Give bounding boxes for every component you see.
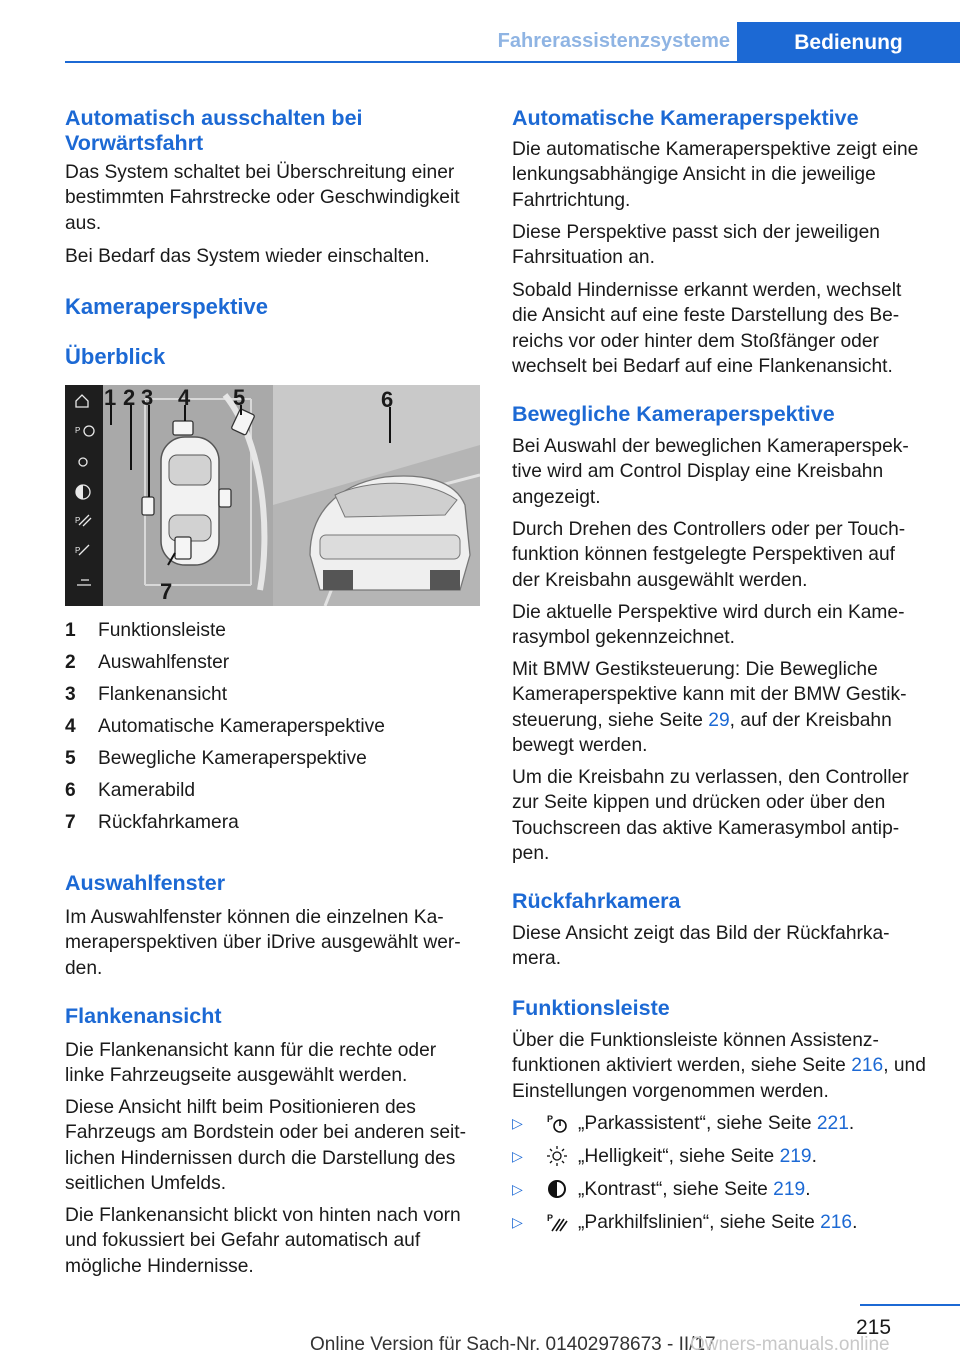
bullet-triangle-icon: ▷: [512, 1181, 523, 1197]
legend-label: Kamerabild: [98, 780, 196, 801]
page-link-219[interactable]: 219: [779, 1146, 812, 1167]
legend-number: 3: [65, 684, 76, 705]
paragraph-flanken-3: Die Flankenansicht blickt von hinten nach vorn und fokussiert bei Gefahr automatisch auf mögliche Hindernisse.: [65, 1205, 461, 1277]
legend-number: 4: [65, 716, 76, 737]
paragraph-auto-2: Diese Perspektive passt sich der jeweiligen Fahrsituation an.: [512, 222, 880, 269]
callout-7: 7: [160, 579, 173, 604]
legend-number: 2: [65, 652, 76, 673]
bullet-text: „Helligkeit“, siehe Seite: [578, 1146, 780, 1167]
heading-flankenansicht: Flankenansicht: [65, 1004, 222, 1028]
heading-automatische-kameraperspektive: Automatische Kameraperspektive: [512, 106, 859, 130]
paragraph-flanken-1: Die Flankenansicht kann für die rechte oder linke Fahrzeugseite ausgewählt werden.: [65, 1040, 437, 1087]
watermark: Owners-manuals.online: [690, 1334, 890, 1355]
heading-kameraperspektive: Kameraperspektive: [65, 294, 269, 319]
legend-label: Auswahlfenster: [98, 652, 230, 673]
legend-item: [65, 778, 195, 803]
paragraph-auto-3: Sobald Hindernisse erkannt werden, wechselt die Ansicht auf eine feste Darstellung des Bereichs vor oder hinter dem Stoßfänger oder wechselt bei Bedarf auf eine Flankenansicht.: [512, 280, 902, 377]
svg-text:P: P: [547, 1114, 554, 1124]
paragraph-beweg-4-text: Mit BMW Gestiksteuerung: Die Bewegliche Kameraperspektive kann mit der BMW Gestiksteuerung, siehe Seite: [512, 659, 907, 731]
heading-auto-off: Automatisch ausschalten bei Vorwärtsfahrt: [65, 106, 363, 155]
legend-label: Bewegliche Kameraperspektive: [98, 748, 367, 769]
section-title: Fahrerassistenzsysteme: [497, 30, 730, 52]
bullet-text: „Kontrast“, siehe Seite: [578, 1179, 774, 1200]
svg-text:P: P: [75, 516, 81, 525]
heading-bewegliche-kameraperspektive: Bewegliche Kameraperspektive: [512, 402, 835, 426]
bullet-end: .: [805, 1179, 811, 1200]
bullet-text: „Parkhilfslinien“, siehe Seite: [578, 1212, 821, 1233]
legend-item: [65, 650, 229, 675]
brightness-icon: [546, 1145, 568, 1167]
bullet-triangle-icon: ▷: [512, 1148, 523, 1164]
page-link-216-b[interactable]: 216: [820, 1212, 853, 1233]
paragraph-auto-1: Die automatische Kameraperspektive zeigt eine lenkungsabhängige Ansicht in die jeweilige Fahrtrichtung.: [512, 139, 919, 211]
paragraph-rueckfahrkamera: Diese Ansicht zeigt das Bild der Rückfahrkamera.: [512, 923, 890, 970]
contrast-icon: [546, 1178, 568, 1200]
parking-lines-icon: [546, 1211, 568, 1233]
svg-text:P: P: [547, 1213, 554, 1223]
heading-rueckfahrkamera: Rückfahrkamera: [512, 889, 681, 913]
legend-label: Funktionsleiste: [98, 620, 226, 641]
legend-label: Automatische Kameraperspektive: [98, 716, 385, 737]
header-rule: [65, 61, 960, 63]
bullet-end: .: [811, 1146, 817, 1167]
chapter-tab[interactable]: Bedienung: [737, 22, 960, 63]
bullet-end: .: [848, 1113, 855, 1134]
page-link-219-b[interactable]: 219: [773, 1179, 806, 1200]
paragraph-funktionsleiste-text: Über die Funktionsleiste können Assistenzfunktionen aktiviert werden, siehe Seite: [512, 1030, 879, 1077]
paragraph-flanken-2: Diese Ansicht hilft beim Positionieren des Fahrzeugs am Bordstein oder bei anderen seitlichen Hindernissen durch die Darstellung des seitlichen Umfelds.: [65, 1097, 467, 1194]
legend-number: 6: [65, 780, 76, 801]
bullet-end: .: [852, 1212, 858, 1233]
legend-number: 1: [65, 620, 76, 641]
callout-4: 4: [178, 385, 191, 410]
paragraph-beweg-4-end: , auf der Kreisbahn bewegt werden.: [512, 709, 892, 756]
bullet-triangle-icon: ▷: [512, 1115, 523, 1131]
online-version-note: Online Version für Sach-Nr. 01402978673 - II/17: [310, 1334, 716, 1355]
paragraph-auto-off-1: Das System schaltet bei Überschreitung einer bestimmten Fahrstrecke oder Geschwindigkeit aus.: [65, 162, 460, 234]
legend-label: Rückfahrkamera: [98, 812, 239, 833]
legend-number: 5: [65, 748, 76, 769]
callout-3: 3: [141, 385, 154, 410]
callout-5: 5: [233, 385, 246, 410]
bullet-triangle-icon: ▷: [512, 1214, 523, 1230]
camera-overview-illustration: [65, 385, 480, 606]
paragraph-auto-off-2: Bei Bedarf das System wieder einschalten.: [65, 246, 430, 267]
heading-funktionsleiste: Funktionsleiste: [512, 996, 670, 1020]
legend-number: 7: [65, 812, 76, 833]
callout-1: 1: [104, 385, 117, 410]
paragraph-funktionsleiste-end: , und Einstellungen vorgenommen werden.: [512, 1055, 926, 1102]
paragraph-beweg-2: Durch Drehen des Controllers oder per Touchfunktion können festgelegte Perspektiven auf der Kreisbahn ausgewählt werden.: [512, 519, 906, 591]
callout-2: 2: [123, 385, 136, 410]
paragraph-auswahlfenster: Im Auswahlfenster können die einzelnen Kameraperspektiven über iDrive ausgewählt werden.: [65, 907, 461, 979]
footer-rule: [860, 1304, 960, 1306]
page-link-216[interactable]: 216: [851, 1055, 884, 1077]
bullet-text: „Parkassistent“, siehe Seite: [578, 1113, 817, 1134]
legend-item: [65, 746, 367, 771]
camera-overview-figure: [65, 385, 480, 606]
page-link-221[interactable]: 221: [816, 1113, 849, 1134]
svg-text:P: P: [75, 546, 81, 555]
paragraph-funktionsleiste: [512, 1028, 927, 1104]
page-number: 215: [856, 1316, 892, 1339]
legend-item: [65, 618, 226, 643]
paragraph-beweg-5: Um die Kreisbahn zu verlassen, den Controller zur Seite kippen und drücken oder über den Touchscreen das aktive Kamerasymbol antippen.: [512, 767, 909, 864]
callout-6: 6: [381, 387, 394, 412]
paragraph-beweg-4: [512, 657, 927, 758]
paragraph-beweg-1: Bei Auswahl der beweglichen Kameraperspektive wird am Control Display eine Kreisbahn angezeigt.: [512, 436, 909, 508]
svg-text:P: P: [75, 426, 81, 435]
legend-label: Flankenansicht: [98, 684, 228, 705]
heading-auswahlfenster: Auswahlfenster: [65, 871, 226, 895]
park-assistant-icon: [546, 1112, 568, 1134]
legend-item: [65, 682, 227, 707]
legend-item: [65, 714, 385, 739]
heading-ueberblick: Überblick: [65, 344, 166, 369]
page-link-29[interactable]: 29: [708, 709, 730, 731]
legend-item: [65, 810, 239, 835]
paragraph-beweg-3: Die aktuelle Perspektive wird durch ein Kamerasymbol gekennzeichnet.: [512, 602, 905, 649]
